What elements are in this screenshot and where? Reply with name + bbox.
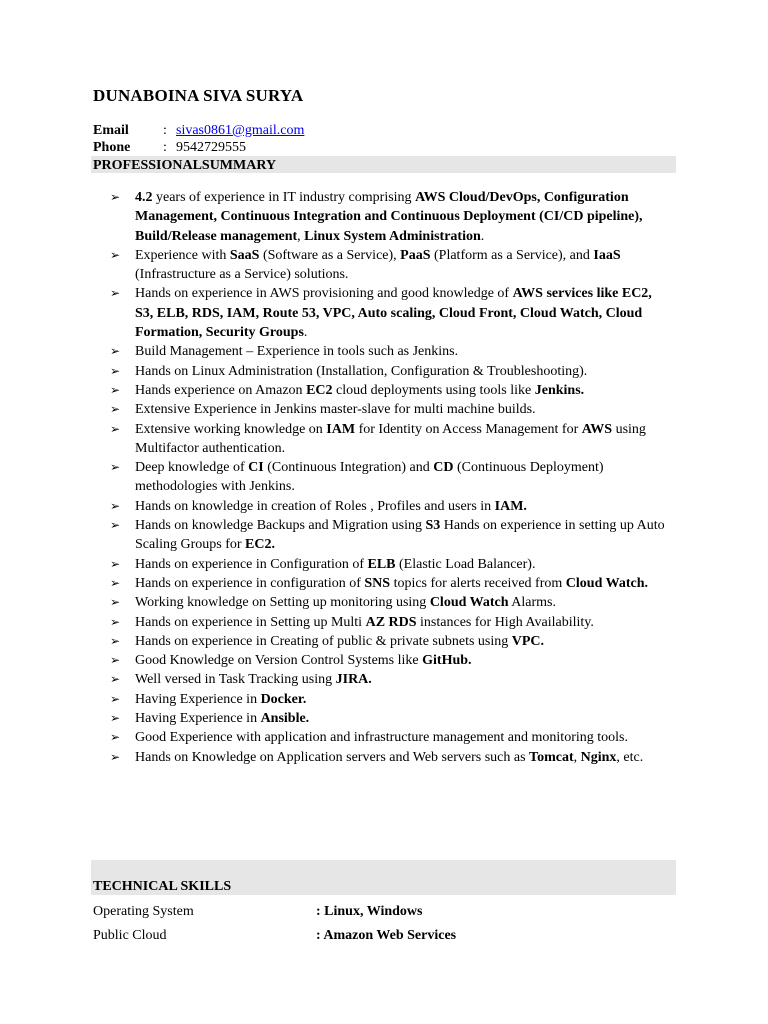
summary-text: Having Experience in — [135, 711, 261, 727]
skills-section-header — [91, 860, 676, 895]
summary-item — [110, 555, 670, 574]
arrow-bullet-icon: ➢ — [110, 190, 121, 204]
arrow-bullet-icon: ➢ — [110, 421, 121, 436]
summary-text: Hands on knowledge Backups and Migration using — [135, 518, 426, 534]
arrow-bullet-icon: ➢ — [110, 402, 121, 417]
arrow-bullet-icon: ➢ — [110, 633, 121, 648]
summary-text: Build Management – Experience in tools such as Jenkins. — [135, 344, 459, 360]
summary-keyword: JIRA. — [335, 672, 372, 688]
summary-text: cloud deployments using tools like — [332, 382, 535, 398]
summary-section-header — [91, 156, 676, 173]
summary-keyword: 4.2 — [135, 190, 153, 205]
arrow-bullet-icon: ➢ — [110, 344, 121, 359]
summary-keyword: AZ RDS — [365, 614, 417, 630]
summary-keyword: SaaS — [229, 247, 260, 263]
summary-text: , — [297, 228, 305, 244]
summary-keyword: Docker. — [260, 691, 307, 707]
summary-text: Extensive working knowledge on — [135, 421, 327, 437]
summary-keyword: IAM — [326, 421, 356, 437]
skill-row-operating-system — [93, 903, 422, 921]
summary-item — [110, 381, 670, 400]
phone-row — [93, 139, 246, 156]
summary-item — [110, 613, 670, 632]
summary-keyword: Nginx — [580, 749, 617, 765]
summary-item — [110, 709, 670, 728]
summary-text: Hands on Linux Administration (Installation, Configuration & Troubleshooting). — [135, 363, 588, 379]
arrow-bullet-icon: ➢ — [110, 614, 121, 629]
summary-text: Hands on experience in AWS provisioning and good knowledge of — [135, 286, 513, 302]
summary-text: years of experience in IT industry comprising — [152, 190, 416, 205]
email-row — [93, 122, 304, 139]
summary-keyword: PaaS — [400, 247, 431, 263]
skills-section-title: TECHNICAL SKILLS — [93, 879, 232, 894]
arrow-bullet-icon: ➢ — [110, 711, 121, 726]
summary-text: Alarms. — [508, 595, 556, 611]
summary-text: Hands on knowledge in creation of Roles , Profiles and users in — [135, 498, 495, 514]
summary-keyword: ELB — [367, 556, 396, 572]
arrow-bullet-icon: ➢ — [110, 556, 121, 571]
summary-item — [110, 748, 670, 767]
phone-label: Phone — [93, 140, 131, 155]
skill-value: : Amazon Web Services — [316, 928, 457, 943]
summary-item — [110, 593, 670, 612]
skill-label: Public Cloud — [93, 928, 167, 943]
arrow-bullet-icon: ➢ — [110, 672, 121, 687]
summary-text: Deep knowledge of — [135, 460, 249, 476]
arrow-bullet-icon: ➢ — [110, 653, 121, 668]
arrow-bullet-icon: ➢ — [110, 691, 121, 706]
summary-item — [110, 651, 670, 670]
summary-keyword: AWS — [581, 421, 613, 437]
summary-item — [110, 497, 670, 516]
summary-text: Working knowledge on Setting up monitoring using — [135, 595, 430, 611]
summary-text: Having Experience in — [135, 691, 261, 707]
summary-keyword: EC2. — [245, 537, 275, 553]
arrow-bullet-icon: ➢ — [110, 518, 121, 533]
candidate-name: DUNABOINA SIVA SURYA — [93, 86, 304, 105]
arrow-bullet-icon: ➢ — [110, 382, 121, 397]
summary-item — [110, 458, 670, 497]
summary-text: instances for High Availability. — [416, 614, 594, 630]
summary-text: . — [480, 228, 485, 244]
summary-item — [110, 284, 670, 342]
summary-item — [110, 516, 670, 555]
summary-keyword: VPC. — [511, 633, 545, 649]
summary-item — [110, 246, 670, 285]
summary-text: Hands on Knowledge on Application servers and Web servers such as — [135, 749, 530, 765]
summary-list — [110, 188, 670, 767]
summary-keyword: SNS — [364, 575, 391, 591]
summary-item — [110, 690, 670, 709]
summary-text: Hands on experience in Configuration of — [135, 556, 368, 572]
arrow-bullet-icon: ➢ — [110, 595, 121, 610]
summary-text: Good Experience with application and infrastructure management and monitoring tools. — [135, 730, 628, 746]
arrow-bullet-icon: ➢ — [110, 247, 121, 262]
summary-text: Hands on experience in setting up Auto Scaling Groups for — [135, 518, 665, 553]
arrow-bullet-icon: ➢ — [110, 286, 121, 301]
summary-keyword: CD — [433, 460, 454, 476]
summary-keyword: S3 — [425, 518, 441, 534]
summary-text: Extensive Experience in Jenkins master-slave for multi machine builds. — [135, 402, 536, 418]
summary-keyword: IAM. — [494, 498, 527, 514]
summary-item — [110, 342, 670, 361]
summary-item — [110, 632, 670, 651]
summary-text: , — [573, 749, 581, 765]
summary-keyword: Linux System Administration — [304, 228, 481, 244]
summary-text: . — [303, 325, 308, 341]
summary-text: topics for alerts received from — [390, 575, 566, 591]
summary-item — [110, 362, 670, 381]
summary-item — [110, 670, 670, 689]
summary-keyword: Jenkins. — [534, 382, 585, 398]
summary-text: Hands on experience in Setting up Multi — [135, 614, 366, 630]
summary-text: (Elastic Load Balancer). — [395, 556, 536, 572]
summary-section-title: PROFESSIONALSUMMARY — [93, 158, 277, 173]
summary-text: Good Knowledge on Version Control Systems like — [135, 653, 423, 669]
summary-keyword: GitHub. — [422, 653, 472, 669]
summary-item — [110, 400, 670, 419]
arrow-bullet-icon: ➢ — [110, 363, 121, 378]
summary-text: (Platform as a Service), and — [430, 247, 594, 263]
summary-keyword: AWS Cloud/DevOps, Configuration Management, Continuous Integration and Continuous Deployment (CI/CD pipeline), Build/Release management — [135, 190, 643, 244]
email-link[interactable]: sivas0861@gmail.com — [176, 123, 305, 138]
summary-keyword: Tomcat — [529, 749, 574, 765]
summary-keyword: IaaS — [593, 247, 621, 263]
arrow-bullet-icon: ➢ — [110, 498, 121, 513]
summary-item — [110, 420, 670, 459]
arrow-bullet-icon: ➢ — [110, 460, 121, 475]
skill-row-public-cloud — [93, 927, 456, 945]
summary-text: (Continuous Integration) and — [263, 460, 434, 476]
summary-keyword: Cloud Watch — [429, 595, 509, 611]
summary-text: Hands experience on Amazon — [135, 382, 307, 398]
summary-item — [110, 728, 670, 747]
skill-label: Operating System — [93, 904, 194, 919]
arrow-bullet-icon: ➢ — [110, 730, 121, 745]
summary-keyword: EC2 — [306, 382, 333, 398]
summary-text: Hands on experience in configuration of — [135, 575, 365, 591]
email-colon: : — [163, 123, 167, 138]
phone-value: 9542729555 — [176, 140, 246, 155]
summary-text: (Continuous Deployment) methodologies with Jenkins. — [135, 460, 604, 495]
arrow-bullet-icon: ➢ — [110, 749, 121, 764]
skill-value: : Linux, Windows — [316, 904, 423, 919]
summary-text: using Multifactor authentication. — [135, 421, 646, 456]
summary-text: , etc. — [616, 749, 644, 765]
summary-text: (Infrastructure as a Service) solutions. — [135, 267, 349, 283]
summary-item — [110, 574, 670, 593]
summary-keyword: CI — [248, 460, 264, 476]
arrow-bullet-icon: ➢ — [110, 575, 121, 590]
summary-keyword: Cloud Watch. — [565, 575, 648, 591]
email-label: Email — [93, 123, 129, 138]
summary-text: for Identity on Access Management for — [355, 421, 582, 437]
summary-keyword: Ansible. — [260, 711, 310, 727]
summary-text: Well versed in Task Tracking using — [135, 672, 336, 688]
summary-text: (Software as a Service), — [259, 247, 401, 263]
summary-item — [110, 188, 670, 246]
summary-keyword: AWS services like EC2, S3, ELB, RDS, IAM, Route 53, VPC, Auto scaling, Cloud Front, Cloud Watch, Cloud Formation, Security Groups — [135, 286, 652, 341]
summary-text: Hands on experience in Creating of public & private subnets using — [135, 633, 512, 649]
summary-text: Experience with — [135, 247, 230, 263]
phone-colon: : — [163, 140, 167, 155]
